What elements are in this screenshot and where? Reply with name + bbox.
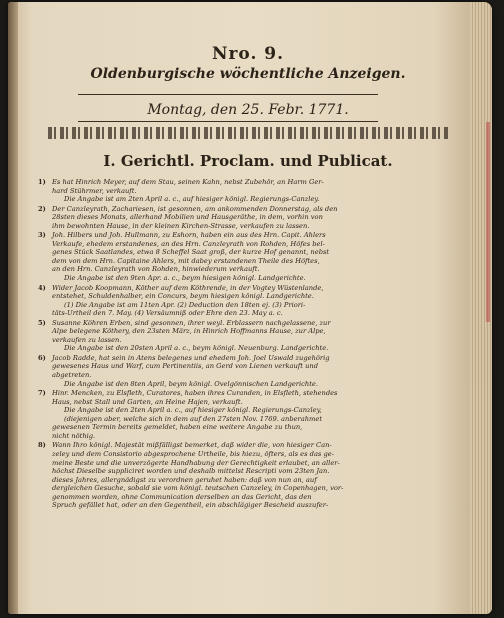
notice-line: höchst Dieselbe suppliciret worden und deshalb mittelst Rescripti vom 23ten Jan. (52, 467, 330, 476)
notice-line: 28sten dieses Monats, allerhand Mobilien und Hausgeräthe, in dem, vorhin von (52, 213, 323, 222)
notice-line: Haus, nebst Stall und Garten, an Heine Hajen, verkauft. (52, 397, 243, 406)
notice-line: abgetreten. (52, 371, 92, 380)
notice-item (38, 284, 458, 318)
header-rule (78, 94, 378, 95)
notice-line: Die Angabe ist den 9ten Apr. a. c., beym hiesigen königl. Landgerichte. (64, 274, 306, 283)
notice-item (38, 441, 458, 509)
notice-line: Die Angabe ist den 8ten April, beym königl. Ovelgönnischen Landgerichte. (64, 379, 318, 388)
notice-line: nicht nöthig. (52, 431, 96, 440)
notice-line: Alpe belegene Köthery, den 23sten März, in Hinrich Hoffmanns Hause, zur Alpe, (52, 327, 326, 336)
notice-line: hard Stührmer, verkauft. (52, 186, 137, 195)
notice-line: dergleichen Gesuche, sobald sie vom königl. teutschen Canzeley, in Copenhagen, vor- (52, 484, 344, 493)
notice-line: zeley und dem Consistorio abgesprochene Urtheile, bis hiezu, öfters, als es das ge- (52, 449, 334, 458)
notice-line: Hinr. Mencken, zu Elsfleth, Curatores, haben ihres Curanden, in Elsfleth, stehendes (52, 389, 338, 398)
notice-line: meine Beste und die unverzögerte Handhabung der Gerechtigkeit erlaubet, an aller- (52, 458, 340, 467)
page-gutter (8, 2, 18, 614)
page-fore-edge (470, 2, 492, 614)
notice-number: 5) (38, 318, 46, 327)
notice-line: an den Hrn. Canzleyrath von Rohden, hinwiederum verkauft. (52, 265, 260, 274)
notice-line: genes Stück Saatlandes, etwa 8 Scheffel Saat groß, der kurze Hof genannt, nebst (52, 248, 330, 257)
notice-number: 3) (38, 231, 46, 240)
notice-line: dieses Jahres, allergnädigst zu verordnen geruhet haben: daß von nun an, auf (52, 475, 317, 484)
section-title: I. Gerichtl. Proclam. und Publicat. (103, 152, 393, 170)
notice-number: 8) (38, 441, 46, 450)
notice-line: ihm bewohnten Hause, in der kleinen Kirchen-Strasse, verkaufen zu lassen. (52, 221, 310, 230)
notice-list (38, 178, 458, 511)
notice-number: 4) (38, 283, 46, 292)
notice-line: Die Angabe ist am 2ten April a. c., auf hiesiger königl. Regierungs-Canzley. (64, 195, 320, 204)
notice-line: Der Canzleyrath, Zachariesen, ist gesonnen, am ankommenden Donnerstag, als den (52, 204, 338, 213)
notice-line: Joh. Hilbers und Joh. Hullmann, zu Eshorn, haben ein aus des Hrn. Capit. Ahlers (52, 231, 326, 240)
notice-item (38, 389, 458, 440)
notice-number: 6) (38, 353, 46, 362)
date-rule (78, 121, 378, 122)
notice-line: Wann Ihro königl. Majestät mißfälligst bemerket, daß wider die, von hiesiger Can- (52, 441, 332, 450)
notice-line: Die Angabe ist den 2ten April a. c., auf hiesiger königl. Regierungs-Canzley, (64, 406, 322, 415)
notice-number: 7) (38, 389, 46, 398)
newspaper-title: Oldenburgische wöchentliche Anzeigen. (90, 66, 406, 82)
notice-line: entstehet, Schuldenhalber, ein Concurs, beym hiesigen königl. Landgerichte. (52, 292, 314, 301)
notice-line: Es hat Hinrich Meyer, auf dem Stau, seinen Kahn, nebst Zubehör, an Harm Ger- (52, 178, 324, 186)
notice-line: Susanne Köhren Erben, sind gesonnen, ihrer weyl. Erblassern nachgelassene, zur (52, 318, 331, 327)
book-page (8, 2, 492, 614)
notice-line: Jacob Radde, hat sein in Atens belegenes und ehedem Joh. Joel Uswald zugehörig (52, 353, 330, 362)
notice-item (38, 231, 458, 282)
notice-line: Verkaufe, ehedem erstandenes, an des Hrn. Canzleyrath von Rohden, Höfes bel- (52, 239, 325, 248)
notice-line: täts-Urtheil den 7. May. (4) Versäumniß oder Ehre den 23. May a. c. (52, 309, 283, 318)
notice-line: genommen worden, ohne Communication derselben an das Gericht, das den (52, 492, 312, 501)
notice-line: gewesenes Haus und Warf, cum Pertinentiis, an Gerd von Lienen verkauft und (52, 362, 318, 371)
notice-line: (diejenigen aber, welche sich in dem auf den 27sten Nov. 1769. anberahmet (64, 414, 323, 423)
notice-number: 2) (38, 204, 46, 213)
notice-line: Spruch gefället hat, oder an den Gegentheil, ein abschlägiger Bescheid auszufer- (52, 501, 329, 510)
notice-line: gewesenen Termin bereits gemeldet, haben eine weitere Angabe zu thun, (52, 423, 303, 432)
notice-line: Wider Jacob Koopmann, Köther auf dem Köthrende, in der Vogtey Wüstenlande, (52, 283, 324, 292)
notice-line: (1) Die Angabe ist am 11ten Apr. (2) Deduction den 18ten ej. (3) Priori- (64, 300, 306, 309)
issue-date: Montag, den 25. Febr. 1771. (147, 102, 349, 118)
notice-item (38, 178, 458, 204)
notice-line: Die Angabe ist den 20sten April a. c., beym königl. Neuenburg. Landgerichte. (64, 344, 329, 353)
issue-number: Nro. 9. (211, 44, 285, 64)
notice-line: verkaufen zu lassen. (52, 335, 122, 344)
notice-line: dem von dem Hrn. Capitaine Ahlers, mit dabey erstandenen Theile des Höftes, (52, 256, 320, 265)
notice-item (38, 205, 458, 231)
ornament-border (48, 127, 448, 139)
notice-item (38, 319, 458, 353)
notice-number: 1) (38, 178, 46, 186)
notice-item (38, 354, 458, 388)
